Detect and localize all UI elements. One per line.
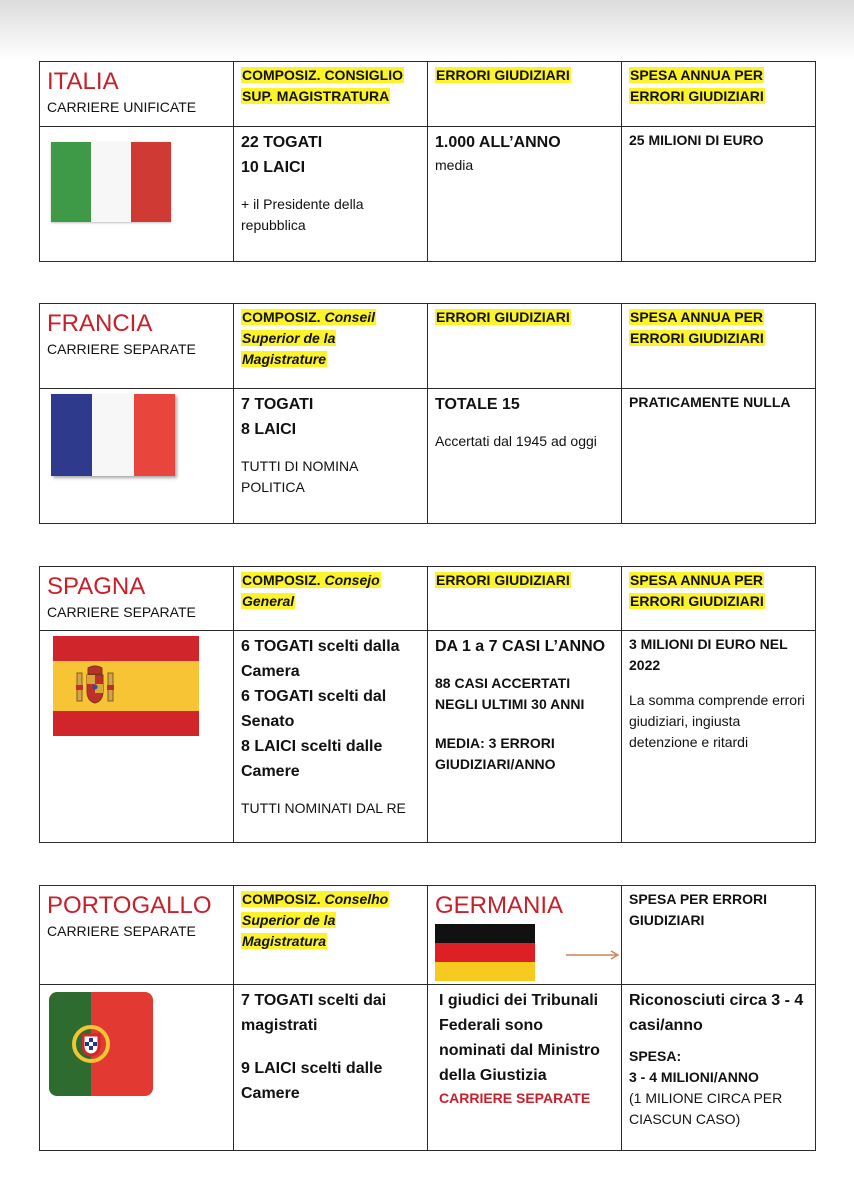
country-name: PORTOGALLO bbox=[47, 892, 212, 919]
composition-togati: 7 TOGATI bbox=[241, 396, 314, 413]
flag-cell bbox=[40, 127, 234, 262]
table-portogallo-germania bbox=[39, 885, 816, 1151]
composition-togati-camera: 6 TOGATI scelti dalla Camera bbox=[241, 638, 400, 680]
germany-description: I giudici dei Tribunali Federali sono nominati dal Ministro della Giustizia bbox=[439, 992, 600, 1084]
spending-note: (1 MILIONE CIRCA PER CIASCUN CASO) bbox=[629, 1090, 783, 1127]
header-spending bbox=[622, 886, 816, 985]
header-composition bbox=[234, 304, 428, 389]
flag-cell bbox=[40, 985, 234, 1151]
country-cell bbox=[40, 62, 234, 127]
header-composition bbox=[234, 62, 428, 127]
council-name: Consejo General bbox=[242, 572, 380, 609]
spending-label: SPESA: bbox=[629, 1048, 682, 1064]
council-name: Conselho Superior de la Magistratura bbox=[242, 891, 389, 949]
errors-note: media bbox=[435, 157, 474, 173]
header-composition-label: COMPOSIZ. CONSIGLIO SUP. MAGISTRATURA bbox=[242, 67, 404, 104]
header-errors-label: ERRORI GIUDIZIARI bbox=[436, 67, 570, 83]
spending-value: 3 - 4 MILIONI/ANNO bbox=[629, 1069, 759, 1085]
germania-header-cell bbox=[428, 886, 622, 985]
header-composition bbox=[234, 567, 428, 631]
flag-germany-icon bbox=[435, 924, 535, 981]
errors-cell bbox=[428, 631, 622, 843]
country-cell bbox=[40, 886, 234, 985]
header-spending-label: SPESA ANNUA PER ERRORI GIUDIZIARI bbox=[630, 67, 764, 104]
composition-note: TUTTI NOMINATI DAL RE bbox=[241, 800, 406, 816]
table-spagna bbox=[39, 566, 816, 843]
coat-of-arms-icon bbox=[75, 665, 115, 709]
spending-value: 3 MILIONI DI EURO NEL 2022 bbox=[629, 636, 788, 673]
career-regime: CARRIERE SEPARATE bbox=[47, 341, 196, 357]
flag-cell bbox=[40, 631, 234, 843]
header-spending-label: SPESA ANNUA PER ERRORI GIUDIZIARI bbox=[630, 309, 764, 346]
composition-cell bbox=[234, 631, 428, 843]
germania-desc-cell bbox=[428, 985, 622, 1151]
country-cell bbox=[40, 304, 234, 389]
composition-cell bbox=[234, 127, 428, 262]
spending-note: La somma comprende errori giudiziari, ingiusta detenzione e ritardi bbox=[629, 692, 805, 750]
header-spending bbox=[622, 567, 816, 631]
country-name: SPAGNA bbox=[47, 573, 146, 600]
composition-note: TUTTI DI NOMINA POLITICA bbox=[241, 458, 358, 495]
composition-cell bbox=[234, 389, 428, 524]
composition-togati: 22 TOGATI bbox=[241, 134, 323, 151]
spending-cell bbox=[622, 127, 816, 262]
career-regime: CARRIERE UNIFICATE bbox=[47, 99, 197, 115]
arrow-right-icon bbox=[566, 950, 620, 960]
flag-portugal-icon bbox=[49, 992, 153, 1096]
errors-media: MEDIA: 3 ERRORI GIUDIZIARI/ANNO bbox=[435, 735, 556, 772]
career-regime: CARRIERE SEPARATE bbox=[47, 923, 196, 939]
composition-laici: 10 LAICI bbox=[241, 159, 306, 176]
errors-value: DA 1 a 7 CASI L’ANNO bbox=[435, 638, 606, 655]
errors-note: Accertati dal 1945 ad oggi bbox=[435, 433, 597, 449]
flag-spain-icon bbox=[53, 636, 199, 736]
header-spending bbox=[622, 62, 816, 127]
header-composition-label: COMPOSIZ. bbox=[242, 309, 321, 325]
errors-cell bbox=[428, 389, 622, 524]
errors-accertati: 88 CASI ACCERTATI NEGLI ULTIMI 30 ANNI bbox=[435, 675, 585, 712]
flag-france-icon bbox=[51, 394, 175, 476]
spending-value: 25 MILIONI DI EURO bbox=[629, 132, 764, 148]
header-errors bbox=[428, 567, 622, 631]
spending-value: PRATICAMENTE NULLA bbox=[629, 394, 791, 410]
composition-laici: 8 LAICI scelti dalle Camere bbox=[241, 738, 383, 780]
germany-errors: Riconosciuti circa 3 - 4 casi/anno bbox=[629, 992, 804, 1034]
career-regime: CARRIERE SEPARATE bbox=[47, 604, 196, 620]
composition-note: + il Presidente della repubblica bbox=[241, 196, 364, 233]
portugal-shield-icon bbox=[71, 1024, 111, 1064]
header-errors-label: ERRORI GIUDIZIARI bbox=[436, 572, 570, 588]
header-composition-label: COMPOSIZ. bbox=[242, 572, 321, 588]
errors-value: 1.000 ALL’ANNO bbox=[435, 134, 561, 151]
composition-laici: 8 LAICI bbox=[241, 421, 297, 438]
germany-country-name: GERMANIA bbox=[435, 892, 564, 919]
spending-cell bbox=[622, 631, 816, 843]
country-name: FRANCIA bbox=[47, 310, 153, 337]
country-name: ITALIA bbox=[47, 68, 119, 95]
flag-italy-icon bbox=[51, 142, 171, 222]
header-spending-label: SPESA PER ERRORI GIUDIZIARI bbox=[629, 891, 767, 928]
table-francia bbox=[39, 303, 816, 524]
flag-cell bbox=[40, 389, 234, 524]
country-cell bbox=[40, 567, 234, 631]
header-spending bbox=[622, 304, 816, 389]
errors-cell bbox=[428, 127, 622, 262]
errors-value: TOTALE 15 bbox=[435, 396, 520, 413]
header-composition bbox=[234, 886, 428, 985]
table-italia bbox=[39, 61, 816, 262]
composition-laici: 9 LAICI scelti dalle Camere bbox=[241, 1060, 383, 1102]
composition-cell bbox=[234, 985, 428, 1151]
composition-togati: 7 TOGATI scelti dai magistrati bbox=[241, 992, 387, 1034]
header-composition-label: COMPOSIZ. bbox=[242, 891, 321, 907]
header-spending-label: SPESA ANNUA PER ERRORI GIUDIZIARI bbox=[630, 572, 764, 609]
composition-togati-senato: 6 TOGATI scelti dal Senato bbox=[241, 688, 387, 730]
spending-cell bbox=[622, 389, 816, 524]
germany-regime: CARRIERE SEPARATE bbox=[439, 1090, 591, 1106]
council-name: Conseil Superior de la Magistrature bbox=[242, 309, 376, 367]
spending-cell bbox=[622, 985, 816, 1151]
header-errors bbox=[428, 62, 622, 127]
header-errors-label: ERRORI GIUDIZIARI bbox=[436, 309, 570, 325]
header-errors bbox=[428, 304, 622, 389]
